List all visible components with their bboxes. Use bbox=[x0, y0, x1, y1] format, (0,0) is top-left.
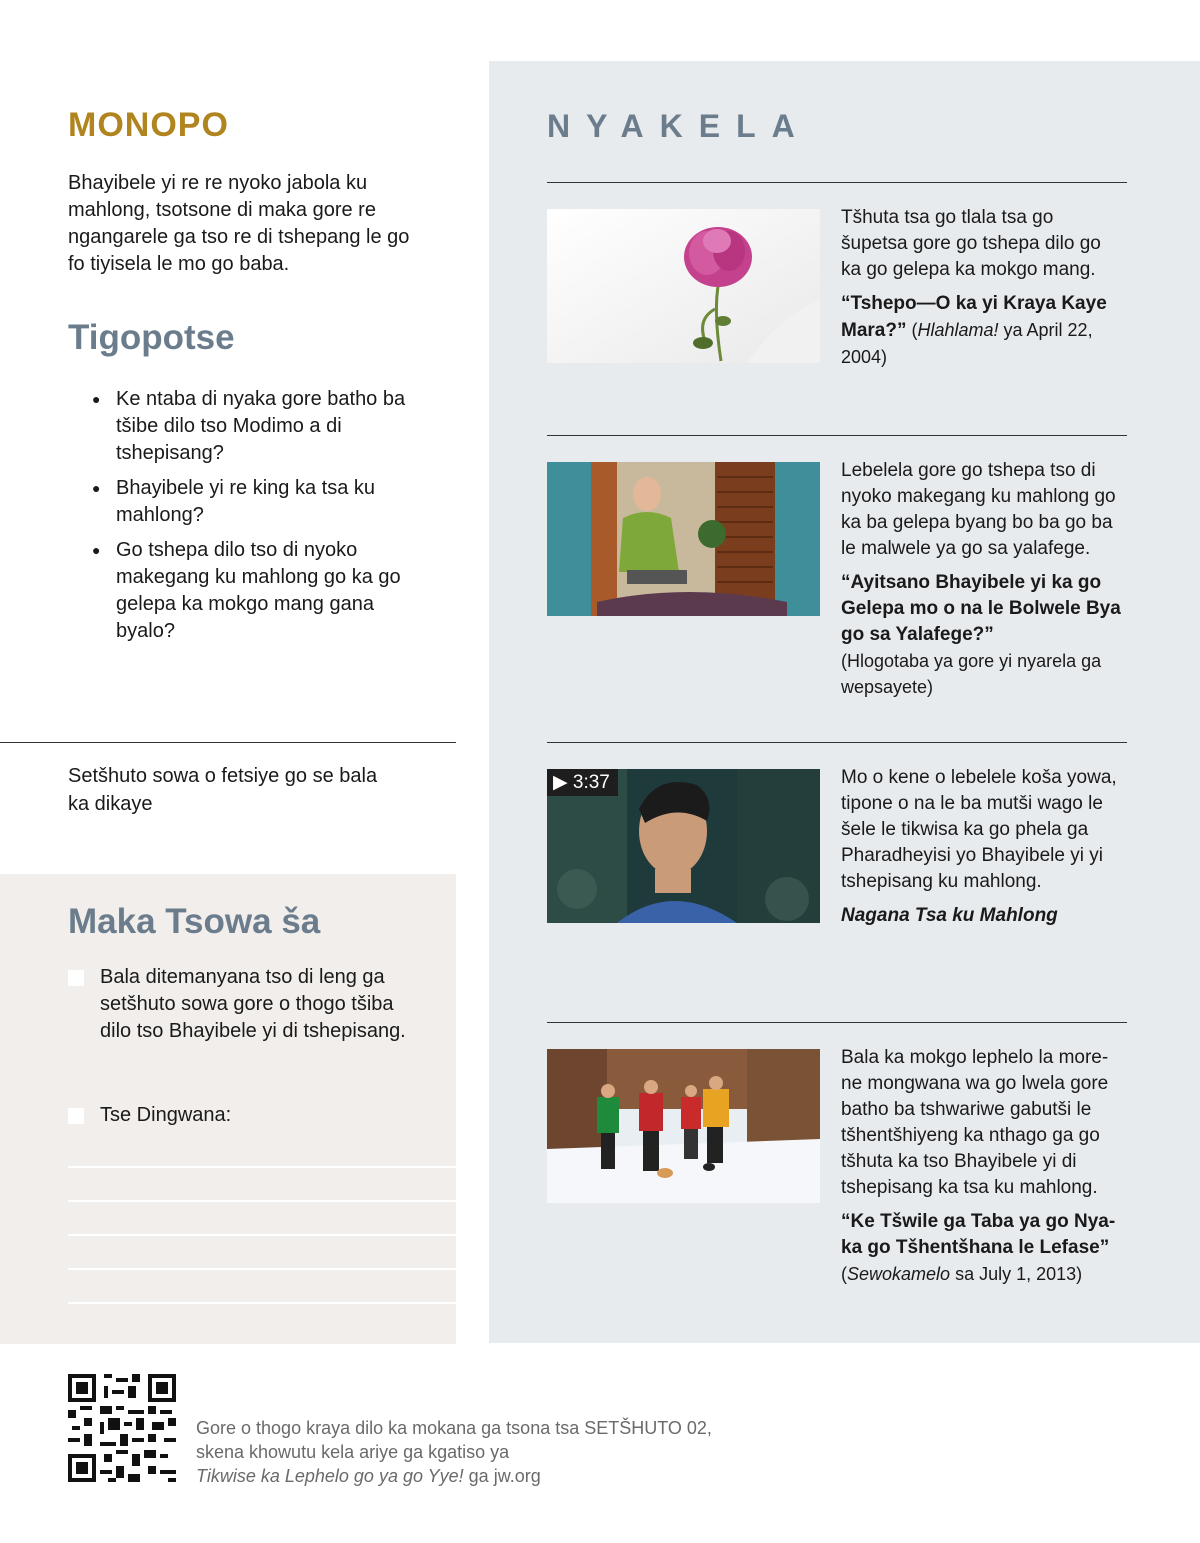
divider bbox=[547, 1022, 1127, 1023]
resource-source: (Hlogotaba ya gore yi nyarela ga wepsayete) bbox=[841, 651, 1102, 697]
resource-source: (Sewokamelo sa July 1, 2013) bbox=[841, 1264, 1083, 1284]
man-window-image[interactable] bbox=[547, 462, 820, 616]
note-line[interactable] bbox=[68, 1166, 456, 1168]
todo-item bbox=[68, 1102, 408, 1129]
questions-heading: Tigopotse bbox=[68, 318, 235, 357]
winter-walk-image[interactable] bbox=[547, 1049, 820, 1203]
resource-description: Bala ka mokgo lephelo la more-ne mongwana wa go lwela gore batho ba tshwariwe gabutši le tšhentšhiyeng ka nthago ga go tšhuta ka tso Bhayibele yi di tshepisang ka tsa ku mahlong. bbox=[841, 1047, 1109, 1198]
divider bbox=[547, 742, 1127, 743]
qr-code[interactable] bbox=[68, 1374, 176, 1482]
note-line[interactable] bbox=[68, 1200, 456, 1202]
resource-item bbox=[841, 1045, 1121, 1287]
flower-image[interactable] bbox=[547, 209, 820, 363]
resource-link[interactable]: “Ayitsano Bhayibele yi ka go Gelepa mo o na le Bolwele Bya go sa Yalafege?” bbox=[841, 572, 1121, 645]
todo-item bbox=[68, 964, 408, 1045]
action-panel bbox=[0, 874, 456, 1344]
reading-assignment: Setšhuto sowa o fetsiye go se bala ka dikaye bbox=[68, 765, 378, 815]
resource-description: Tšhuta tsa go tlala tsa go šupetsa gore go tshepa dilo go ka go gelepa ka mokgo mang. bbox=[841, 207, 1101, 280]
book-title: Tikwise ka Lephelo go ya go Yye! bbox=[196, 1466, 464, 1486]
todo-label: Bala ditemanyana tso di leng ga setšhuto sowa gore o thogo tšiba dilo tso Bhayibele yi di tshepisang. bbox=[100, 966, 406, 1042]
divider bbox=[547, 435, 1127, 436]
question-item: ● Ke ntaba di nyaka gore batho ba tšibe dilo tso Modimo a di tshepisang? bbox=[92, 386, 412, 467]
resource-item bbox=[841, 205, 1121, 371]
resource-link[interactable]: Nagana Tsa ku Mahlong bbox=[841, 905, 1058, 926]
note-line[interactable] bbox=[68, 1268, 456, 1270]
questions-list bbox=[92, 386, 412, 653]
divider bbox=[0, 742, 456, 743]
resource-item bbox=[841, 765, 1121, 929]
video-duration-badge: ▶ 3:37 bbox=[547, 769, 618, 796]
resource-link[interactable]: “Ke Tšwile ga Taba ya go Nya-ka go Tšhentšhana le Lefase” bbox=[841, 1211, 1116, 1258]
resource-link[interactable]: “Tshepo—O ka yi Kraya Kaye Mara?” (Hlahlama! ya April 22, 2004) bbox=[841, 293, 1107, 367]
question-item: ● Go tshepa dilo tso di nyoko makegang ku mahlong go ka go gelepa ka mokgo mang gana byalo? bbox=[92, 537, 412, 645]
video-thumbnail[interactable] bbox=[547, 769, 820, 923]
footer-text: Gore o thogo kraya dilo ka mokana ga tsona tsa SETŠHUTO 02, skena khowutu kela ariye ga kgatiso ya Tikwise ka Lephelo go ya go Yye! ga jw.org bbox=[196, 1418, 712, 1486]
website-link: ga jw.org bbox=[463, 1466, 541, 1486]
resource-description: Lebelela gore go tshepa tso di nyoko makegang ku mahlong go ka ba gelepa byang bo ba go ba le malwele ya go sa yalafege. bbox=[841, 460, 1116, 559]
resource-description: Mo o kene o lebelele koša yowa, tipone o na le ba mutši wago le šele le tikwisa ka go phela ga Pharadheyisi yo Bhayibele yi yi tshepisang ku mahlong. bbox=[841, 767, 1117, 892]
main-title: MONOPO bbox=[68, 106, 229, 144]
note-line[interactable] bbox=[68, 1302, 456, 1304]
question-item: ● Bhayibele yi re king ka tsa ku mahlong? bbox=[92, 475, 412, 529]
todo-label: Tse Dingwana: bbox=[100, 1104, 232, 1126]
explore-heading: NYAKELA bbox=[547, 108, 811, 144]
note-line[interactable] bbox=[68, 1234, 456, 1236]
summary-text: Bhayibele yi re re nyoko jabola ku mahlong, tsotsone di maka gore re ngangarele ga tso re di tshepang le go fo tiyisela le mo go baba. bbox=[68, 172, 410, 275]
checkbox[interactable] bbox=[68, 1108, 84, 1124]
action-heading: Maka Tsowa ša bbox=[68, 902, 321, 941]
divider bbox=[547, 182, 1127, 183]
resource-item bbox=[841, 458, 1121, 700]
checkbox[interactable] bbox=[68, 970, 84, 986]
